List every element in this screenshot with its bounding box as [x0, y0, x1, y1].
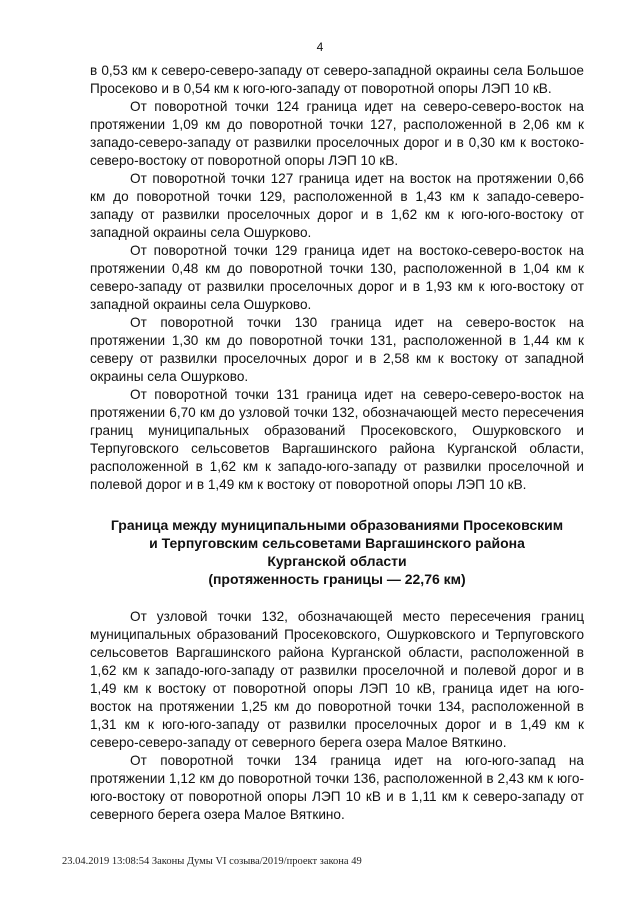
- paragraph: в 0,53 км к северо-северо-западу от северо-западной окраины села Большое Просеково и в 0,54 км к юго-юго-западу от поворотной опоры ЛЭП 10 кВ.: [90, 63, 584, 96]
- document-body: [90, 62, 584, 824]
- paragraph: От узловой точки 132, обозначающей место пересечения границ муниципальных образований Просековского, Ошурковского и Терпуговского сельсоветов Варгашинского района Курганской области, расположенной в 1,62 км к западо-юго-западу от развилки проселочной и полевой дорог и в 1,49 км к востоку от поворотной опоры ЛЭП 10 кВ, граница идет на юго-восток на протяжении 1,25 км до поворотной точки 134, расположенной в 1,31 км к юго-юго-западу от развилки проселочных дорог и в 1,49 км к северо-северо-западу от северного берега озера Малое Вяткино.: [90, 609, 584, 750]
- section-heading-length: (протяженность границы — 22,76 км): [208, 571, 466, 587]
- section-heading-line: Курганской области: [267, 553, 407, 569]
- paragraph: От поворотной точки 129 граница идет на востоко-северо-восток на протяжении 0,48 км до поворотной точки 130, расположенной в 1,04 км к северо-западу от развилки проселочных дорог и в 1,93 км к юго-востоку от западной окраины села Ошурково.: [90, 243, 584, 312]
- paragraph: От поворотной точки 124 граница идет на северо-северо-восток на протяжении 1,09 км до поворотной точки 127, расположенной в 2,06 км к западо-северо-западу от развилки проселочных дорог и в 0,30 км к востоко-северо-востоку от поворотной опоры ЛЭП 10 кВ.: [90, 99, 584, 168]
- footer-file-stamp: 23.04.2019 13:08:54 Законы Думы VI созыва/2019/проект закона 49: [62, 856, 362, 867]
- paragraph: От поворотной точки 130 граница идет на северо-восток на протяжении 1,30 км до поворотной точки 131, расположенной в 1,44 км к северу от развилки проселочных дорог и в 2,58 км к востоку от западной окраины села Ошурково.: [90, 315, 584, 384]
- paragraph: От поворотной точки 127 граница идет на восток на протяжении 0,66 км до поворотной точки 129, расположенной в 1,43 км к западо-северо-западу от развилки проселочных дорог и в 1,62 км к юго-юго-востоку от западной окраины села Ошурково.: [90, 171, 584, 240]
- section-heading-line: Граница между муниципальными образованиями Просековским: [110, 517, 564, 533]
- paragraph: От поворотной точки 131 граница идет на северо-северо-восток на протяжении 6,70 км до узловой точки 132, обозначающей место пересечения границ муниципальных образований Просековского, Ошурковского и Терпуговского сельсоветов Варгашинского района Курганской области, расположенной в 1,62 км к западо-юго-западу от развилки проселочной и полевой дорог и в 1,49 км к востоку от поворотной опоры ЛЭП 10 кВ.: [90, 387, 584, 492]
- paragraph: От поворотной точки 134 граница идет на юго-юго-запад на протяжении 1,12 км до поворотной точки 136, расположенной в 2,43 км к юго-юго-востоку от поворотной опоры ЛЭП 10 кВ и в 1,11 км к северо-западу от северного берега озера Малое Вяткино.: [90, 753, 584, 822]
- section-heading: [90, 516, 584, 588]
- section-heading-line: и Терпуговским сельсоветами Варгашинского района: [149, 535, 525, 551]
- page-number: 4: [316, 40, 324, 54]
